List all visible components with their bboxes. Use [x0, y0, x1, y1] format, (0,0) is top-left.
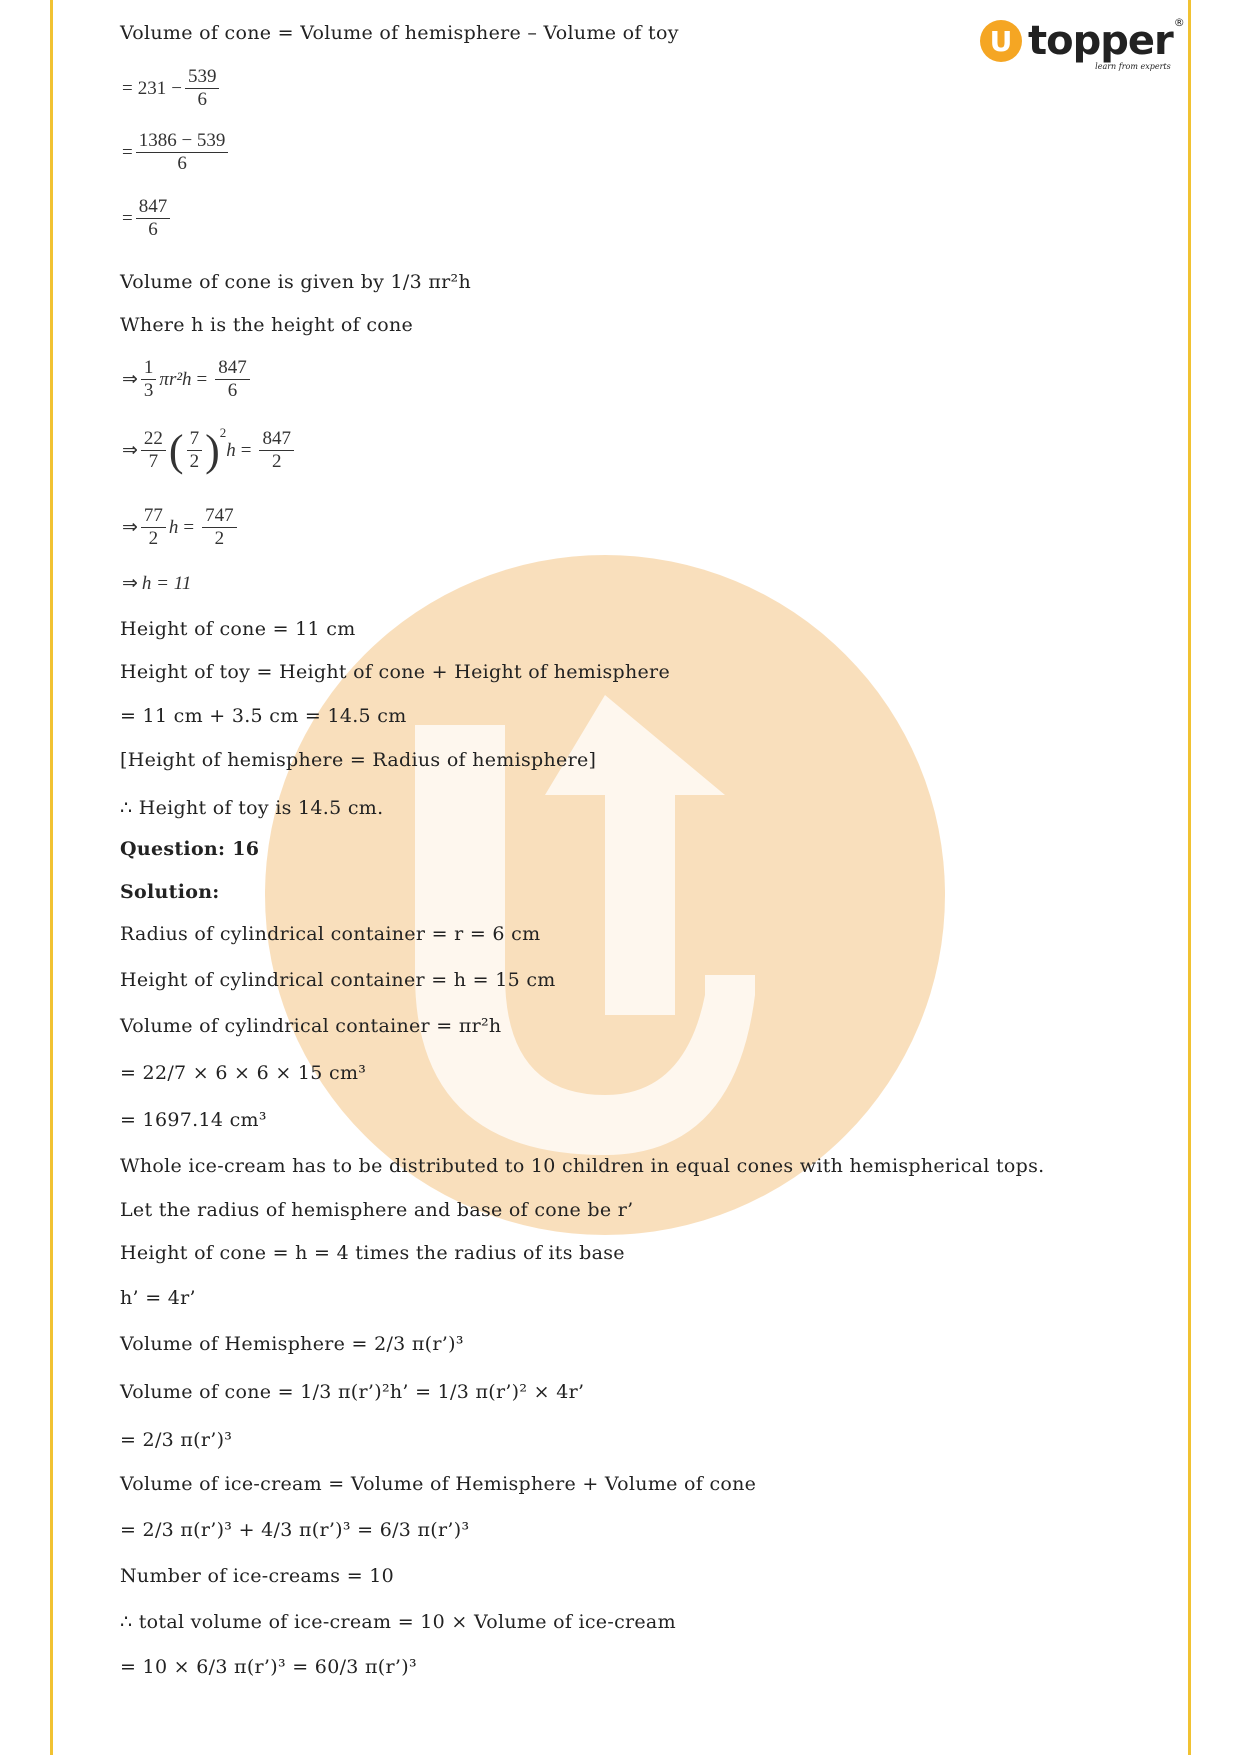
text-line: Where h is the height of cone: [120, 314, 414, 336]
text-line: Number of ice-creams = 10: [120, 1565, 395, 1587]
text-line: Let the radius of hemisphere and base of cone be r’: [120, 1199, 634, 1221]
equation-step-2: = $\frac{1386 - 539}{6}$: [122, 130, 231, 175]
text-line: = 2/3 π(r’)³: [120, 1429, 233, 1451]
registered-mark: ®: [1173, 16, 1185, 29]
equation-step-7: ⇒ h = 11: [122, 572, 192, 594]
text-line: Volume of cone = 1/3 π(r’)²h’ = 1/3 π(r’)² × 4r’: [120, 1381, 585, 1403]
text-line: Volume of cylindrical container = πr²h: [120, 1015, 502, 1037]
question-heading: Question: 16: [120, 838, 260, 860]
text-line: Volume of ice-cream = Volume of Hemisphere + Volume of cone: [120, 1473, 757, 1495]
equation-step-6: ⇒ $\frac{77}{2}$ h = $\frac{747}{2}$: [122, 505, 240, 550]
text-line: Radius of cylindrical container = r = 6 cm: [120, 923, 541, 945]
text-line: Height of cone = 11 cm: [120, 618, 356, 640]
text-line: ∴ Height of toy is 14.5 cm.: [120, 797, 384, 819]
text-line: = 11 cm + 3.5 cm = 14.5 cm: [120, 705, 407, 727]
equation-step-5: ⇒ $\frac{22}{7}$ ( $\frac{7}{2}$ ) 2 h = $\frac{847}{2}$: [122, 428, 297, 473]
text-line: h’ = 4r’: [120, 1287, 196, 1309]
text-line: = 22/7 × 6 × 6 × 15 cm³: [120, 1062, 367, 1084]
text-line: = 1697.14 cm³: [120, 1109, 267, 1131]
equation-step-1: = 231 − $\frac{539}{6}$: [122, 66, 222, 111]
text-line: = 2/3 π(r’)³ + 4/3 π(r’)³ = 6/3 π(r’)³: [120, 1519, 470, 1541]
logo-wordmark: topper: [1028, 18, 1173, 64]
text-line: Height of toy = Height of cone + Height of hemisphere: [120, 661, 670, 683]
text-line: Height of cone = h = 4 times the radius of its base: [120, 1242, 625, 1264]
logo-mark: U: [980, 20, 1022, 62]
equation-step-3: = $\frac{847}{6}$: [122, 196, 173, 241]
text-line: Height of cylindrical container = h = 15 cm: [120, 969, 556, 991]
equation-step-4: ⇒ $\frac{1}{3}$ πr²h = $\frac{847}{6}$: [122, 357, 253, 402]
text-line: Volume of Hemisphere = 2/3 π(r’)³: [120, 1333, 464, 1355]
text-line: = 10 × 6/3 π(r’)³ = 60/3 π(r’)³: [120, 1656, 417, 1678]
text-line: Volume of cone is given by 1/3 πr²h: [120, 271, 471, 293]
text-line: Whole ice-cream has to be distributed to 10 children in equal cones with hemispherical tops.: [120, 1155, 1045, 1177]
solution-heading: Solution:: [120, 881, 220, 903]
text-line: [Height of hemisphere = Radius of hemisphere]: [120, 749, 597, 771]
logo-tagline: learn from experts: [1095, 62, 1171, 71]
text-line: ∴ total volume of ice-cream = 10 × Volume of ice-cream: [120, 1611, 676, 1633]
text-line: Volume of cone = Volume of hemisphere – Volume of toy: [120, 22, 679, 44]
